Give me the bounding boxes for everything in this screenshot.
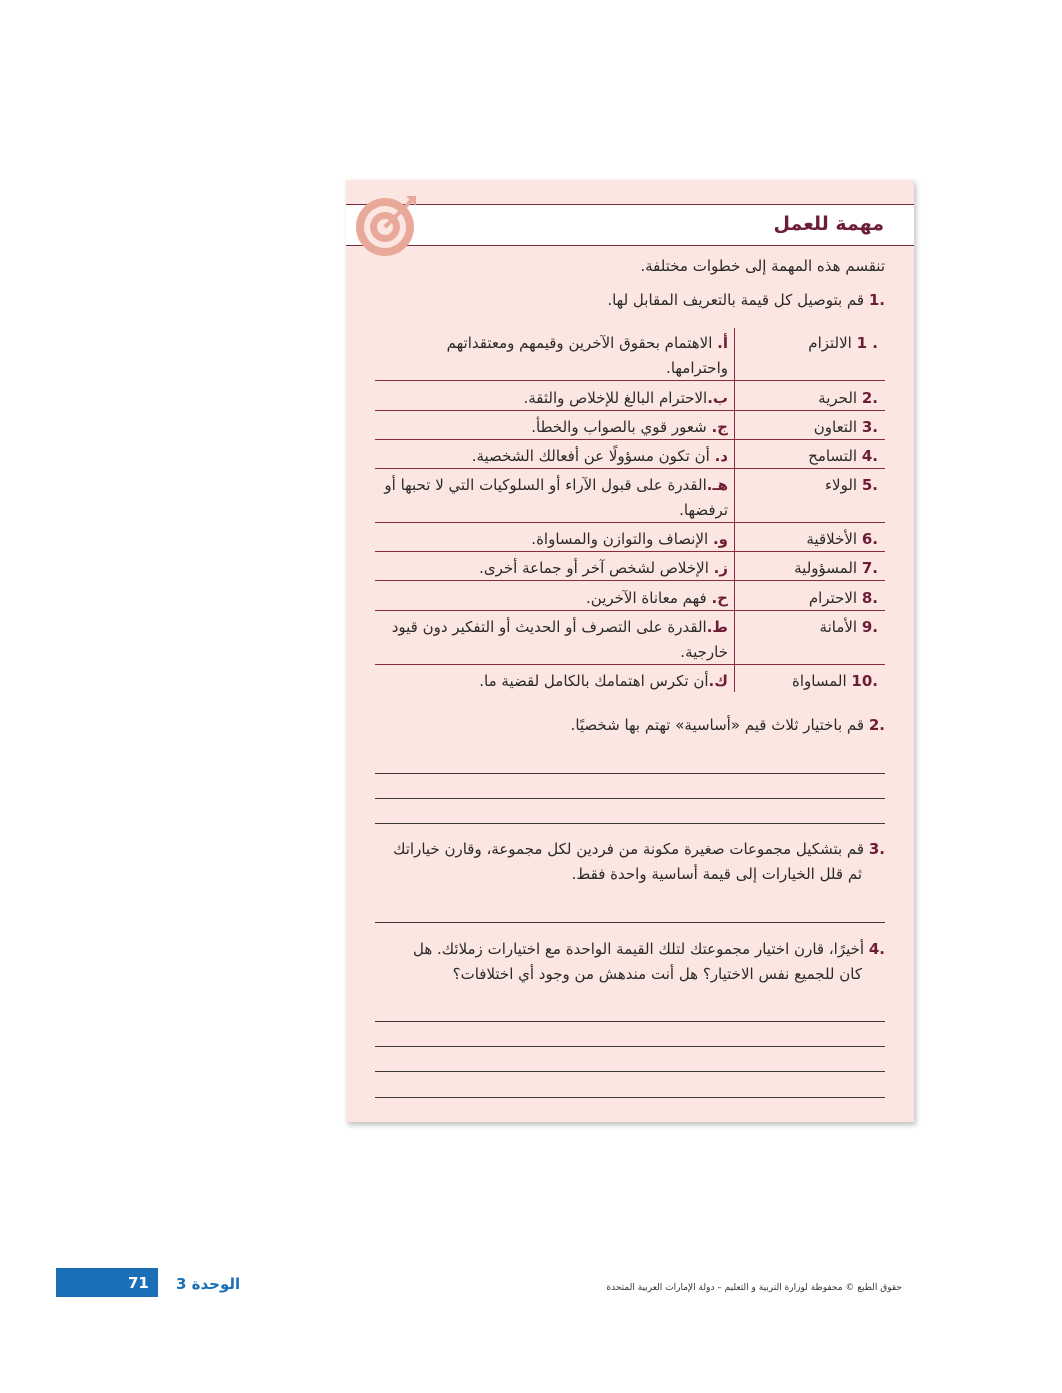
definition-row: ز. الإخلاص لشخص آخر أو جماعة أخرى. — [479, 559, 728, 577]
page-number: 71 — [128, 1274, 149, 1292]
answer-line[interactable] — [375, 823, 885, 824]
question-3-line-2: ثم قلل الخيارات إلى قيمة أساسية واحدة فقط. — [571, 865, 862, 883]
term-row: .4 التسامح — [808, 447, 878, 465]
definition-row: ب.الاحترام البالغ للإخلاص والثقة. — [523, 389, 728, 407]
definition-row: و. الإنصاف والتوازن والمساواة. — [531, 530, 728, 548]
term-row: .8 الاحترام — [808, 589, 878, 607]
task-intro: تنقسم هذه المهمة إلى خطوات مختلفة. — [640, 257, 885, 275]
term-row: .10 المساواة — [792, 672, 878, 690]
answer-line[interactable] — [375, 1071, 885, 1072]
definition-row: أ. الاهتمام بحقوق الآخرين وقيمهم ومعتقداتهم واحترامها. — [446, 334, 728, 377]
answer-line[interactable] — [375, 922, 885, 923]
question-4-line-2: كان للجميع نفس الاختيار؟ هل أنت مندهش من وجود أي اختلافات؟ — [452, 965, 862, 983]
table-divider — [734, 328, 735, 692]
definition-row: ح. فهم معاناة الآخرين. — [586, 589, 728, 607]
question-3-line-1: .3 قم بتشكيل مجموعات صغيرة مكونة من فردين لكل مجموعة، وقارن خياراتك — [393, 840, 885, 858]
task-title-bar — [346, 204, 914, 246]
term-row: .6 الأخلاقية — [806, 530, 878, 548]
answer-line[interactable] — [375, 773, 885, 774]
question-1 — [607, 291, 885, 309]
definition-row: ك.أن تكرس اهتمامك بالكامل لقضية ما. — [479, 672, 728, 690]
answer-line[interactable] — [375, 798, 885, 799]
term-row: .3 التعاون — [813, 418, 878, 436]
definition-row: د. أن تكون مسؤولًا عن أفعالك الشخصية. — [471, 447, 728, 465]
term-row: . 1 الالتزام — [808, 334, 878, 352]
answer-line[interactable] — [375, 1046, 885, 1047]
target-arrow-icon — [354, 192, 420, 258]
unit-label: الوحدة 3 — [176, 1275, 241, 1293]
definition-row: ج. شعور قوي بالصواب والخطأ. — [531, 418, 728, 436]
question-4-line-1: .4 أخيرًا، قارن اختيار مجموعتك لتلك القيمة الواحدة مع اختيارات زملائك. هل — [412, 940, 885, 958]
task-title: مهمة للعمل — [773, 213, 884, 235]
term-row: .2 الحرية — [818, 389, 878, 407]
question-1-text: قم بتوصيل كل قيمة بالتعريف المقابل لها. — [607, 291, 865, 309]
answer-line[interactable] — [375, 1021, 885, 1022]
question-2: .2 قم باختيار ثلاث قيم «أساسية» تهتم بها شخصيًا. — [570, 716, 885, 734]
term-row: .5 الولاء — [824, 476, 878, 494]
definition-row: ط.القدرة على التصرف أو الحديث أو التفكير دون قيود خارجية. — [391, 618, 728, 661]
term-row: .9 الأمانة — [819, 618, 878, 636]
answer-line[interactable] — [375, 1097, 885, 1098]
definition-row: هـ.القدرة على قبول الآراء أو السلوكيات التي لا تحبها أو ترفضها. — [384, 476, 728, 519]
term-row: .7 المسؤولية — [794, 559, 878, 577]
copyright-notice: حقوق الطبع © محفوظة لوزارة التربية و التعليم – دولة الإمارات العربية المتحدة — [606, 1283, 902, 1293]
question-1-number: .1 — [868, 291, 885, 309]
